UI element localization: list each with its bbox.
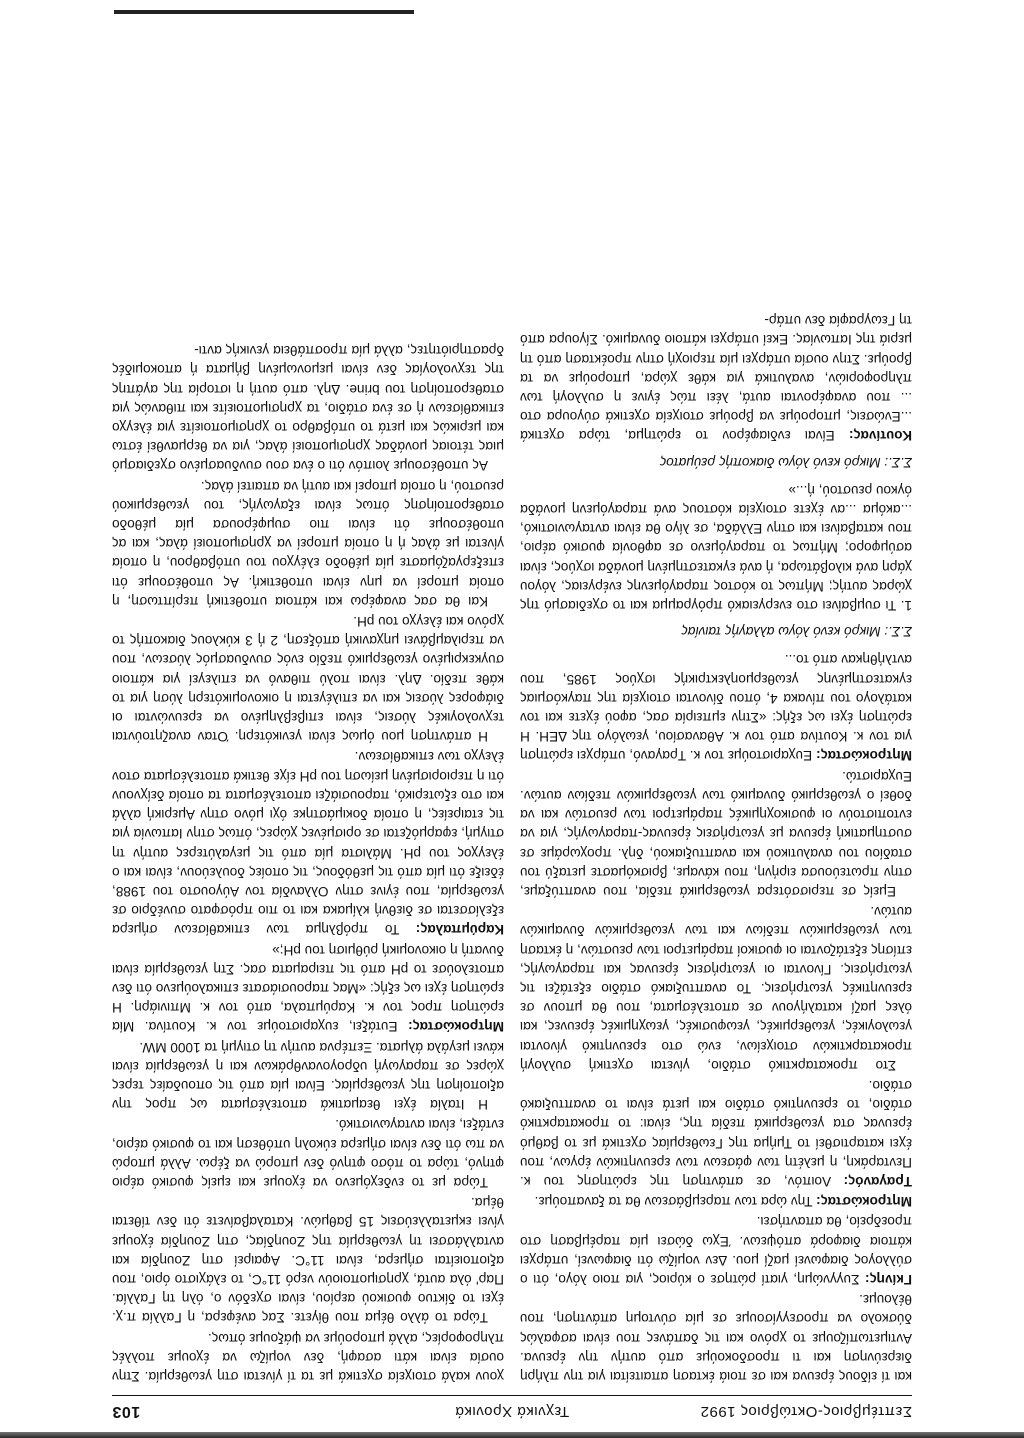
paragraph: Η Ιταλία έχει θεαματικά αποτελέσματα ως προς την αξιοποίηση της γεωθερμίας. Είναι μία από τις οπουδαίες τερες χώρες σε παραγωγή υδρογονανθράκων και η γεωθερμία είναι κάνει μεγάλα άλματα. Ξεπέρνα αυτήν τη στιγμή τα 1000 MW. — [112, 1039, 504, 1113]
speaker-name: Κουτίνας: — [848, 428, 912, 444]
journal-title: Τεχνικά Χρονικά — [454, 1403, 570, 1420]
paragraph: και τί είδους έρευνα και σε ποιά έκταση απαιτείται για την πλήρη διερεύνηση και τι προσδοκούμε από αυτήν την έρευνα. Αντιμετωπίζουμε το χρόνο και τις δαπάνες που είναι ασφαλώς δύσκολο να προσεγγίσουμε σε μία σύντομη απάντηση, που θέλουμε. — [520, 1292, 912, 1384]
speaker-paragraph — [112, 747, 504, 939]
right-column — [112, 146, 504, 1386]
speaker-paragraph — [520, 1212, 912, 1289]
paragraph: Τώρα με το ενδεχόμενο να έχουμε και εμείς φυσικό αέριο φτηνό, τώρα το πόσο φτηνό δεν μπορώ να ξέρω. Αλλά μπορώ να πω ότι δεν είναι σήμερα εύκολη υπόθεση και το φυσικό αέριο, εντάξει, είναι ανταγωνιστικό. — [112, 1117, 504, 1190]
speech-text: Το πρόβλημα των επικαθίσεων σήμερα εξελίσσεται σε διεθνή κλίμακα και το πιο πρόσφατο συνέδριο σε γεωθερμία, που έγινε στην Ολλανδία τον Αύγουστο του 1988, έδειξε ότι μία από τις μεθόδους, τις οποίες δουλεύουν, είναι και ο έλεγχος του pH. Μάλιστα μία από τις μεγαλύτερες αυτήν τη στιγμή, εφαρμόζεται σε ορισμένες χώρες, όπως στην Ιαπωνία για τις εταιρείες, η οποία δοκιμάστηκε όχι μόνο στην Αμερική αλλά και στο εξωτερικό, παρουσιάζει αποτελέσματα τα οποία δείχνουν ότι η περιορισμένη μείωση του pH είχε θετικά αποτελέσματα στον έλεγχο των επικαθίσεων. — [112, 749, 504, 938]
scan-bar — [114, 10, 414, 14]
speaker-paragraph — [520, 650, 912, 765]
speaker-name: Μητροκώστας: — [816, 1194, 912, 1210]
left-column — [520, 146, 912, 1386]
paragraph: Τώρα το άλλο θέμα που θίγετε. Σας ανέφερα, η Γαλλία π.χ. έχει το δίκτυο φυσικού αερίου, είναι σχεδόν ο, όλη τη Γαλλία. Παρ' όλα αυτά, χρησιμοποιούν νερό 11°C, το ελάχιστο όριο, που αξιοποιείται σήμερα, είναι 11°C. Αφαιρεί στη Ζουηδία και ανταλλάσσει τη γεωθερμία της Ζουηδίας, στη Ζουηδία έχουμε γίνει εκμεταλλεύσεις 15 βαθμών. Καταλαβαίνετε ότι δεν τίθεται θέμα. — [112, 1195, 504, 1326]
speaker-name: Γκίνης: — [865, 1271, 912, 1287]
scan-edge — [0, 1432, 1024, 1438]
paragraph: Στο προκαταρκτικό στάδιο, γίνεται σχετική συλλογή προκαταρκτικών στοιχείων, ενώ στο ερευνητικό γίνονται γεωλογικές, γεωθερμικές, γεωφυσικές, γεωχημικές έρευνες, και όλες μαζί καταλήγουν σε αποτελέσματα, που θα μπουν σε ερευνητικές γεωτρήσεις. Το αναπτυξιακό στάδιο εξετάζει τις γεωτρήσεις. Γίνονται οι γεωτρήσεις έρευνας και παραγωγής, επίσης εξετάζονται οι φυσικοί παράμετροι των ρευστών, η έκταση των γεωθερμικών πεδίων και των γεωθερμικών δυναμικών αυτών. — [520, 904, 912, 1073]
speaker-paragraph — [112, 940, 504, 1036]
section-note: Σ.Σ.: Μικρό κενό λόγω διακοπής ρεύματος — [659, 454, 912, 470]
issue-date: Σεπτέμβριος-Οκτώβριος 1992 — [700, 1403, 912, 1420]
speech-text: Ευτάξει, ευχαριστούμε τον κ. Κουτίνα. Μία ερώτηση προς τον κ. Καρύμπαλα, από τον κ. Μπινιάρη. Η ερώτηση έχει ως εξής: «Μας παρουσιάσατε επικαλούμενο ότι δεν αποτελούσε το pH από τις πειραματα σας. Στη γεωθερμία είναι δυνατή η οικονομική ρύθμιση του pH;» — [112, 942, 504, 1035]
speaker-name: Μητροκώστας: — [816, 748, 912, 764]
speech-text: Είναι ενδιαφέρον το ερώτημα, τώρα σχετικά ...Ενώσεις, μπορούμε να βρούμε στοιχεία σχετικά σύγουρα στο ... που αναφέρονται αυτά, λέει πώς έγινε η συλλογή των πληροφοριών, αναλυτικά για κάθε χώρα, μπορούμε να τα βρούμε. Στην ουσία υπάρχει μία περιοχή στην προέκταση από τη μεριά της Ιαπωνίας. Εκεί υπάρχει κάποιο δυναμικό. Σίγουρα από τη Γεωγραφία δεν υπάρ- — [520, 313, 912, 444]
paragraph: Ας υποθέσουμε λοιπόν ότι ο ένα σου συνδυασμένο σχεδιασμό μιας τέτοιας μονάδας χρησιμοποιεί άλας, για να θερμανθεί έστω και μερικώς και μετά το υπόβαθρο το χρησιμοποιείτε για έλεγχο επικαθίσεων ή σε ένα στάδιο, τα χρησιμοποιείτε και πιθανώς για σταθεροποίηση του brine. Δηλ. από αυτή η ιστορία της αγάπης της τεχνολογίας δεν είναι μεμονωμένη βήματα ή αποκομιδές δραστηριότητες, αλλά μία προσπάθεια γενικής αντι- — [112, 343, 504, 474]
paragraph: Η απάντηση μου όμως είναι γενικότερη. Όταν αναζητούνται τεχνολογικές λύσεις, είναι επιβεβλημένο να ερευνώνται οι διάφορες λύσεις και να επιλέγεται η οικονομικότερη λύση για το κάθε πεδίο. Δηλ. είναι πολύ πιθανό να επιλεγεί για κάποιο συγκεκριμένο γεωθερμικό πεδίο ενός συνδυασμός λύσεων, που να περιλαμβάνει μηχανική απόξεση, 2 ή 3 κύκλους διακοπής το χρόνο και έλεγχο του pH. — [112, 614, 504, 745]
speaker-paragraph — [520, 1192, 912, 1211]
speech-text: Ευχαριστούμε τον κ. Τραγανό, υπάρχει ερώτηση για τον κ. Κουτίνα από τον κ. Αθανασίου, γεωλόγο της ΔΕΗ. Η ερώτηση έχει ως εξής: «Στην εμπειρία σας, αφού έχετε και τον κατάλογο του πίνακα 4, όπου δίνονται στοιχεία της παγκόσμιας εγκατεστημένης γεωθερμοηλεκτρικής ισχύος 1985, που αντλήθηκαν από το... — [520, 652, 912, 764]
speaker-paragraph — [520, 311, 912, 445]
paragraph: χουν καλά στοιχεία σχετικά με τα τί γίνεται στη γεωθερμία. Στην ουσία είναι κάτι ασαφή, δεν νομίζω να έχουμε πολλές πληροφορίες, αλλά μπορούμε να ψάξουμε όπως. — [112, 1330, 504, 1384]
speech-text: Λοιπόν, σε απάντηση της ερώτησης του κ. Πενταράκη, η μελέτη των φάσεων των ερευνητικών έργων, που έχει καταρτισθεί το Τμήμα της Γεωθερμίας σχετικά με το βαθμό έρευνας στα γεωθερμικά πεδία της, είναι: το προκαταρκτικό στάδιο, το ερευνητικό στάδιο και μετά είναι το αναπτυξιακό στάδιο. — [520, 1077, 912, 1189]
page-header — [112, 1396, 912, 1420]
section-note: Σ.Σ.: Μικρό κενό λόγω αλλαγής ταινίας — [681, 624, 912, 640]
header-rule — [112, 1395, 912, 1396]
paragraph: 1. Τι συμβαίνει στο ενεργειακό πρόγραμμα και το σχεδιασμό της χώρας αυτής; Μήπως το κόστος παραγόμενης ενέργειας, λόγου χάρη ανά κιλοβάτωρα, ή ανά εγκατεστημένη μονάδα ισχύος, είναι ασύμφορο; Μήπως το παραγόμενο σε αφθονία φυσικό αέριο, που καταβαίνει και στην Ελλάδα, σε λίγο θα είναι ανταγωνιστικό, ...ακόμα ...αν έχετε στοιχεία κόστους ανά παραγόμενη μονάδα όγκου ρευστού, ή...» — [520, 482, 912, 614]
speaker-name: Τραγανός: — [843, 1173, 912, 1189]
speaker-name: Καρύμπαλας: — [415, 922, 504, 938]
speech-text: Συγγνώμη, γιατί ρώτησε ο κύριος, για ποιο λόγο, ότι ο σύλλογος διαφωνεί μαζί μου. Δεν νομίζω ότι διαφωνεί, υπάρχει κάποια διαφορά απόψεων. Έχω δώσει μία παρέμβαση στο προεδρείο, θα απαντήσει. — [520, 1214, 912, 1287]
speech-text: Την ώρα των παρεμβάσεων θα τα ξαναπούμε. — [534, 1194, 817, 1210]
paragraph: Και θα σας αναφέρω και κάποια υποθετική περίπτωση, η οποία μπορεί να μην είναι υποθετική. Ας υποθέσουμε ότι επεξεργαζόμαστε μία μέθοδο ελέγχου του υπόβαθρου, η οποία γίνεται με άλας ή η οποία μπορεί να χρησιμοποιεί άλας, και ας υποθέσουμε ότι είναι πιο συμφέρουσα μία μέθοδο σταθεροποίησης όπως είναι εξαγωγής, του γεωθερμικού ρευστού, η οποία μπορεί και αυτή να απαιτεί άλας. — [112, 478, 504, 609]
speaker-paragraph — [520, 1076, 912, 1191]
page-number: 103 — [112, 1403, 141, 1420]
speaker-name: Μητροκώστας: — [408, 1019, 504, 1035]
paragraph: Εμείς σε περισσότερα γεωθερμικά πεδία, που αναπτύξαμε, στην πρωτεύουσα ειρήνη, που κάναμε, βρισκόμαστε μεταξύ του σταδίου του αναλυτικού και αναπτυξιακού, δηλ. προχωράμε σε συστηματική έρευνα με γεωτρήσεις έρευνας-παραγωγής, για να εντοπιστούν οι φυσικοχημικές παράμετροι των ρευστών και να δοθεί ο γεωθερμικό δυναμικό των γεωθερμικών πεδίων αυτών. Ευχαριστώ. — [520, 768, 912, 899]
